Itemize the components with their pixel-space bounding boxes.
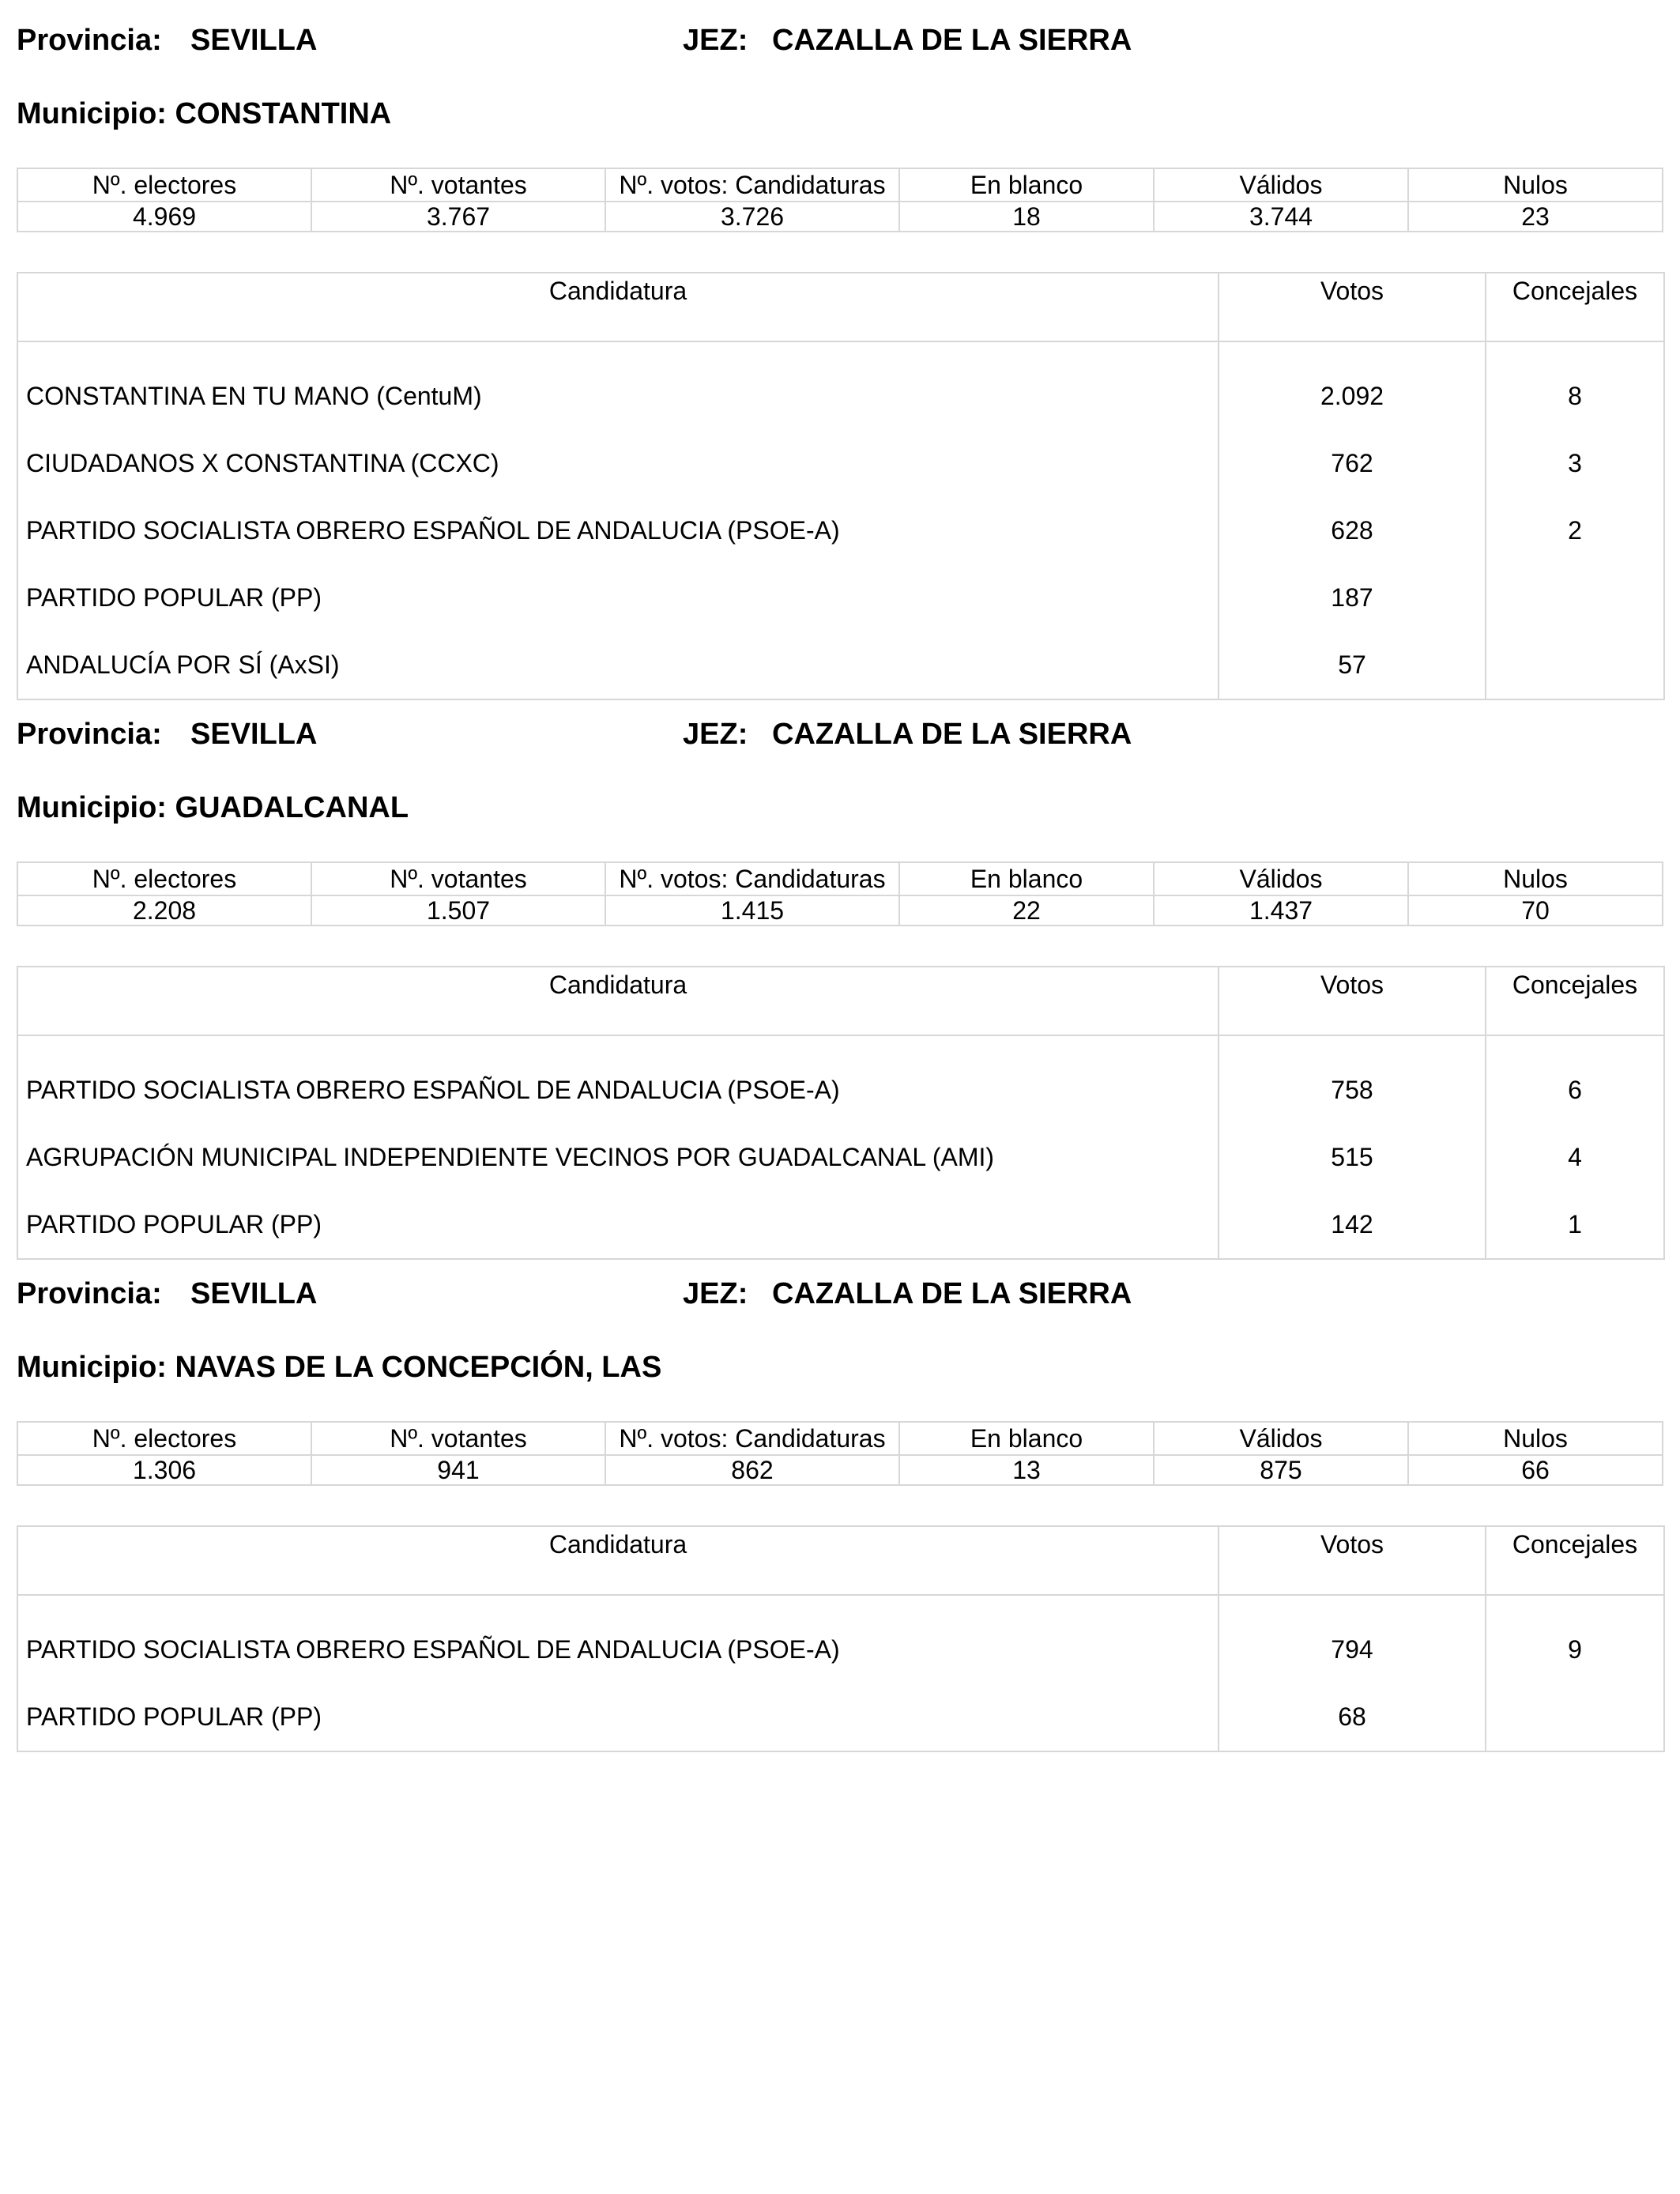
- summary-header-cell: Nulos: [1408, 862, 1663, 895]
- summary-value-cell: 23: [1408, 202, 1663, 232]
- candidate-votes: 762: [1219, 430, 1486, 497]
- summary-header-cell: Nº. electores: [17, 1422, 311, 1455]
- summary-value-cell: 1.415: [605, 895, 899, 925]
- summary-header-cell: En blanco: [899, 1422, 1154, 1455]
- candidate-seats: [1486, 631, 1664, 699]
- candidate-name: PARTIDO SOCIALISTA OBRERO ESPAÑOL DE ANDALUCIA (PSOE-A): [17, 497, 1219, 564]
- section-header: [17, 24, 1662, 71]
- seats-header: Concejales: [1486, 967, 1664, 1035]
- jez-value: CAZALLA DE LA SIERRA: [772, 718, 1132, 751]
- votes-header: Votos: [1219, 1526, 1486, 1595]
- summary-value-cell: 3.744: [1154, 202, 1408, 232]
- summary-table: [17, 861, 1663, 926]
- candidate-name: PARTIDO SOCIALISTA OBRERO ESPAÑOL DE ANDALUCIA (PSOE-A): [17, 1035, 1219, 1124]
- candidate-votes: 187: [1219, 564, 1486, 631]
- municipio-heading: [17, 1351, 661, 1385]
- votes-header: Votos: [1219, 967, 1486, 1035]
- municipio-label: Municipio:: [17, 97, 167, 130]
- municipio-heading: [17, 791, 409, 825]
- summary-table: [17, 168, 1663, 232]
- candidates-table: [17, 1525, 1665, 1752]
- municipio-value: NAVAS DE LA CONCEPCIÓN, LAS: [175, 1351, 662, 1384]
- candidate-seats: [1486, 564, 1664, 631]
- candidate-votes: 515: [1219, 1124, 1486, 1191]
- candidate-votes: 794: [1219, 1595, 1486, 1683]
- candidate-votes: 628: [1219, 497, 1486, 564]
- summary-value-cell: 3.767: [311, 202, 605, 232]
- summary-value-cell: 941: [311, 1455, 605, 1485]
- candidate-votes: 142: [1219, 1191, 1486, 1259]
- table-row: [17, 1595, 1664, 1683]
- jez-label: JEZ:: [683, 718, 748, 751]
- table-row: [17, 1683, 1664, 1751]
- summary-header-cell: En blanco: [899, 862, 1154, 895]
- summary-value-cell: 66: [1408, 1455, 1663, 1485]
- summary-header-cell: Válidos: [1154, 862, 1408, 895]
- jez-label: JEZ:: [683, 1277, 748, 1310]
- candidate-votes: 758: [1219, 1035, 1486, 1124]
- section-header: [17, 718, 1662, 765]
- summary-header-cell: Válidos: [1154, 168, 1408, 202]
- candidate-seats: 8: [1486, 341, 1664, 430]
- candidate-name: CIUDADANOS X CONSTANTINA (CCXC): [17, 430, 1219, 497]
- candidate-votes: 2.092: [1219, 341, 1486, 430]
- table-row: [17, 1191, 1664, 1259]
- summary-value-cell: 70: [1408, 895, 1663, 925]
- candidate-votes: 68: [1219, 1683, 1486, 1751]
- section-header: [17, 1277, 1662, 1325]
- candidate-name-header: Candidatura: [17, 1526, 1219, 1595]
- summary-value-cell: 22: [899, 895, 1154, 925]
- provincia-label: Provincia:: [17, 24, 162, 57]
- summary-value-cell: 1.306: [17, 1455, 311, 1485]
- candidate-seats: [1486, 1683, 1664, 1751]
- candidate-seats: 1: [1486, 1191, 1664, 1259]
- municipio-value: CONSTANTINA: [175, 97, 392, 130]
- municipio-value: GUADALCANAL: [175, 791, 409, 824]
- candidate-seats: 9: [1486, 1595, 1664, 1683]
- candidate-name-header: Candidatura: [17, 273, 1219, 341]
- provincia-label: Provincia:: [17, 718, 162, 751]
- municipio-label: Municipio:: [17, 1351, 167, 1384]
- summary-header-cell: Nº. votantes: [311, 862, 605, 895]
- candidate-seats: 3: [1486, 430, 1664, 497]
- seats-header: Concejales: [1486, 273, 1664, 341]
- summary-header-cell: Nº. votos: Candidaturas: [605, 862, 899, 895]
- summary-value-cell: 1.437: [1154, 895, 1408, 925]
- summary-value-cell: 1.507: [311, 895, 605, 925]
- provincia-value: SEVILLA: [190, 24, 318, 57]
- summary-header-cell: Nº. electores: [17, 862, 311, 895]
- summary-value-cell: 875: [1154, 1455, 1408, 1485]
- candidate-name: PARTIDO SOCIALISTA OBRERO ESPAÑOL DE ANDALUCIA (PSOE-A): [17, 1595, 1219, 1683]
- summary-value-cell: 3.726: [605, 202, 899, 232]
- table-row: [17, 564, 1664, 631]
- provincia-value: SEVILLA: [190, 1277, 318, 1310]
- summary-value-cell: 18: [899, 202, 1154, 232]
- summary-header-cell: Nulos: [1408, 1422, 1663, 1455]
- summary-header-cell: En blanco: [899, 168, 1154, 202]
- table-row: [17, 1124, 1664, 1191]
- table-row: [17, 497, 1664, 564]
- summary-header-cell: Nulos: [1408, 168, 1663, 202]
- candidate-name: ANDALUCÍA POR SÍ (AxSI): [17, 631, 1219, 699]
- candidate-votes: 57: [1219, 631, 1486, 699]
- municipio-label: Municipio:: [17, 791, 167, 824]
- table-row: [17, 1035, 1664, 1124]
- provincia-label: Provincia:: [17, 1277, 162, 1310]
- candidate-name: CONSTANTINA EN TU MANO (CentuM): [17, 341, 1219, 430]
- summary-header-cell: Nº. votos: Candidaturas: [605, 168, 899, 202]
- candidate-name: PARTIDO POPULAR (PP): [17, 1191, 1219, 1259]
- candidate-seats: 4: [1486, 1124, 1664, 1191]
- votes-header: Votos: [1219, 273, 1486, 341]
- summary-value-cell: 4.969: [17, 202, 311, 232]
- table-row: [17, 430, 1664, 497]
- summary-table: [17, 1421, 1663, 1486]
- summary-value-cell: 862: [605, 1455, 899, 1485]
- municipio-heading: [17, 97, 391, 131]
- jez-value: CAZALLA DE LA SIERRA: [772, 1277, 1132, 1310]
- table-row: [17, 631, 1664, 699]
- summary-header-cell: Válidos: [1154, 1422, 1408, 1455]
- candidate-seats: 6: [1486, 1035, 1664, 1124]
- summary-value-cell: 2.208: [17, 895, 311, 925]
- candidates-table: [17, 272, 1665, 700]
- jez-value: CAZALLA DE LA SIERRA: [772, 24, 1132, 57]
- table-row: [17, 341, 1664, 430]
- candidate-name: PARTIDO POPULAR (PP): [17, 564, 1219, 631]
- candidates-table: [17, 966, 1665, 1260]
- summary-header-cell: Nº. votantes: [311, 1422, 605, 1455]
- jez-label: JEZ:: [683, 24, 748, 57]
- candidate-name: PARTIDO POPULAR (PP): [17, 1683, 1219, 1751]
- summary-header-cell: Nº. votantes: [311, 168, 605, 202]
- summary-header-cell: Nº. electores: [17, 168, 311, 202]
- seats-header: Concejales: [1486, 1526, 1664, 1595]
- candidate-seats: 2: [1486, 497, 1664, 564]
- summary-header-cell: Nº. votos: Candidaturas: [605, 1422, 899, 1455]
- provincia-value: SEVILLA: [190, 718, 318, 751]
- candidate-name: AGRUPACIÓN MUNICIPAL INDEPENDIENTE VECINOS POR GUADALCANAL (AMI): [17, 1124, 1219, 1191]
- summary-value-cell: 13: [899, 1455, 1154, 1485]
- candidate-name-header: Candidatura: [17, 967, 1219, 1035]
